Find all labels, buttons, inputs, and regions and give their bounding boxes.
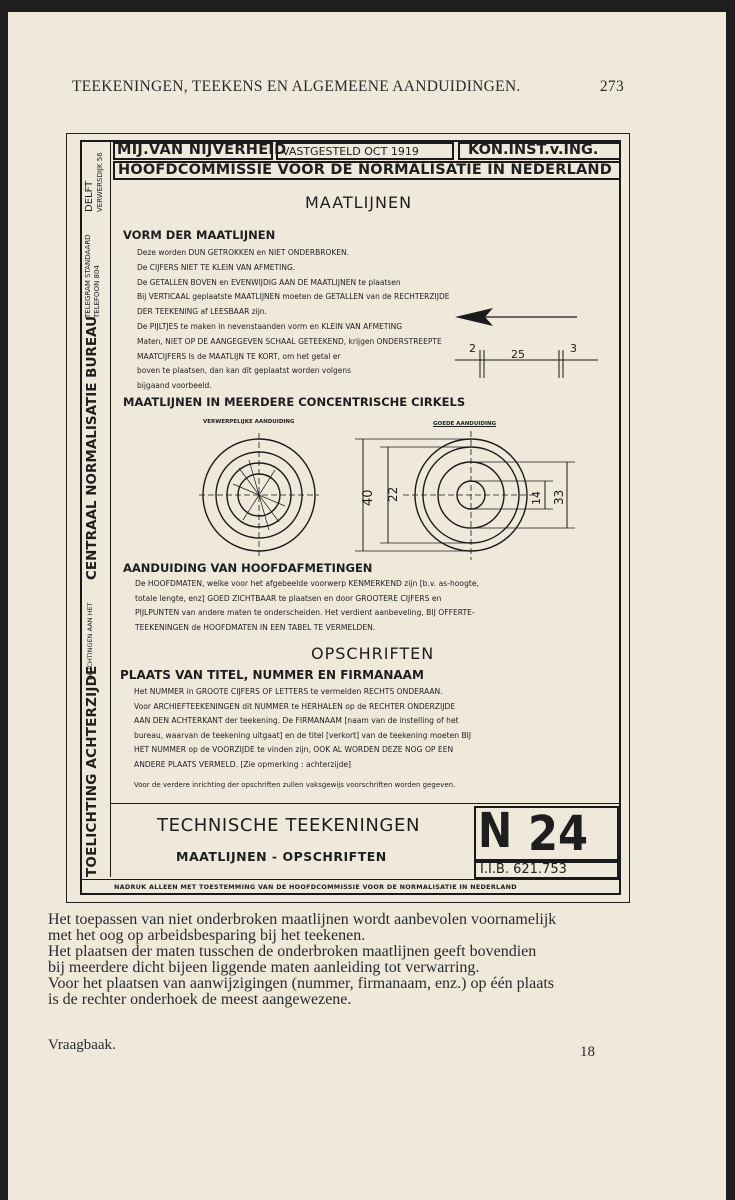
sec3-line: TEEKENINGEN de HOOFDMATEN IN EEN TABEL TE VERMELDEN.	[135, 622, 376, 632]
code-letter: N	[478, 803, 513, 859]
sec4-note: Voor de verdere inrichting der opschriften zullen vaksgewijs voorschriften worden gegeven.	[134, 781, 456, 789]
running-header	[72, 78, 624, 96]
sec4-text	[134, 685, 471, 772]
side-addr2: TELEFOON 804	[93, 265, 101, 318]
sheet-title-2: OPSCHRIFTEN	[311, 644, 435, 663]
body-line: Het plaatsen der maten tusschen de onderbroken maatlijnen geeft bovendien	[48, 943, 537, 960]
body-line: Het toepassen van niet onderbroken maatlijnen wordt aanbevolen voornamelijk	[48, 911, 557, 928]
titleblock-bottom-rule	[82, 879, 621, 880]
sec4-line: ANDERE PLAATS VERMELD. [Zie opmerking : achterzijde]	[134, 759, 352, 769]
dim-3: 3	[570, 342, 577, 355]
sheet-title: MAATLIJNEN	[305, 193, 413, 212]
dim-22: 22	[386, 486, 400, 502]
footer-right: 18	[580, 1044, 595, 1060]
side-small-text: INLICHTINGEN AAN HET	[86, 602, 94, 680]
sec1-line: DER TEEKENING af LEESBAAR zijn.	[137, 307, 267, 317]
body-line: Voor het plaatsen van aanwijzigingen (nummer, firmanaam, enz.) op één plaats	[48, 975, 554, 992]
sec4-line: Voor ARCHIEFTEEKENINGEN dit NUMMER te HERHALEN op de RECHTER ONDERZIJDE	[134, 701, 456, 711]
footer-left: Vraagbaak.	[48, 1037, 116, 1053]
side-addr1: TELEGRAM STANDAARD	[84, 234, 92, 318]
sec4-line: HET NUMMER op de VOORZIJDE te vinden zijn, OOK AL WORDEN DEZE NOG OP EEN	[134, 745, 454, 754]
ref-text: I.I.B. 621.753	[480, 862, 567, 877]
titleblock-top-rule	[111, 803, 621, 804]
page-number: 273	[599, 78, 624, 95]
sec1-line: MAATCIJFERS Is de MAATLIJN TE KORT, om het getal er	[137, 351, 341, 361]
arrow-example	[455, 300, 615, 385]
top-left-text: MIJ.VAN NIJVERHEID	[117, 142, 287, 158]
sec3-text	[135, 577, 479, 635]
label-left: VERWERPELIJKE AANDUIDING	[203, 419, 295, 425]
concentric-diagrams	[195, 428, 585, 568]
sec4-line: AAN DEN ACHTERKANT der teekening. De FIRMANAAM [naam van de instelling of het	[134, 716, 459, 725]
dim-40: 40	[361, 489, 376, 506]
side-street: VERWERSDIJK 56	[96, 152, 104, 212]
body-line: bij meerdere dicht bijeen liggende maten aanleiding tot verwarring.	[48, 959, 480, 976]
sec3-line: De HOOFDMATEN, welke voor het afgebeelde voorwerp KENMERKEND zijn [b.v. as-hoogte,	[135, 579, 479, 588]
sec4-line: bureau, waarvan de teekening uitgaat] en de titel [verkort] van de teekening moeten BIJ	[134, 730, 472, 740]
side-main-text: TOELICHTING ACHTERZIJDE	[84, 665, 100, 877]
sec1-line: bijgaand voorbeeld.	[137, 381, 212, 391]
titleblock-line1: TECHNISCHE TEEKENINGEN	[157, 815, 421, 836]
sec3-heading: AANDUIDING VAN HOOFDAFMETINGEN	[123, 561, 373, 575]
sec1-heading: VORM DER MAATLIJNEN	[123, 228, 276, 242]
sec3-line: totale lengte, enz] GOED ZICHTBAAR te plaatsen en door GROOTERE CIJFERS en	[135, 593, 442, 603]
sec1-line: De PIJLTJES te maken in nevenstaanden vorm en KLEIN VAN AFMETING	[137, 321, 403, 331]
header-title: TEEKENINGEN, TEEKENS EN ALGEMEENE AANDUIDINGEN.	[72, 78, 521, 95]
dim-14: 14	[530, 491, 543, 505]
body-line: is de rechter onderhoek de meest aangewezene.	[48, 991, 352, 1008]
sec4-heading: PLAATS VAN TITEL, NUMMER EN FIRMANAAM	[120, 668, 424, 682]
code-number: 24	[528, 806, 589, 862]
bad-example	[199, 433, 319, 558]
sec1-line: Bij VERTICAAL geplaatste MAATLIJNEN moeten de GETALLEN van de RECHTERZIJDE	[137, 292, 450, 302]
dim-25: 25	[511, 348, 525, 361]
side-bureau-text: CENTRAAL NORMALISATIE BUREAU	[84, 315, 100, 580]
sec1-line: De GETALLEN BOVEN en EVENWIJDIG AAN DE MAATLIJNEN te plaatsen	[137, 277, 401, 287]
sec4-line: Het NUMMER in GROOTE CIJFERS OF LETTERS te vermelden RECHTS ONDERAAN.	[134, 687, 443, 696]
sec1-line: boven te plaatsen, dan kan dit geplaatst worden volgens	[137, 366, 352, 376]
bottom-note: NADRUK ALLEEN MET TOESTEMMING VAN DE HOOFDCOMMISSIE VOOR DE NORMALISATIE IN NEDERLAND	[114, 883, 517, 891]
dim-2: 2	[469, 342, 476, 355]
body-line: met het oog op arbeidsbesparing bij het teekenen.	[48, 927, 366, 944]
commission-text: HOOFDCOMMISSIE VOOR DE NORMALISATIE IN NEDERLAND	[118, 162, 613, 178]
top-middle-text: VASTGESTELD OCT 1919	[282, 145, 419, 158]
top-right-text: KON.INST.v.ING.	[468, 142, 599, 158]
label-right: GOEDE AANDUIDING	[433, 421, 497, 427]
dim-33: 33	[552, 489, 566, 505]
sec1-line: Deze worden DUN GETROKKEN en NIET ONDERBROKEN.	[137, 248, 350, 257]
sec3-line: PIJLPUNTEN van andere maten te onderscheiden. Het verdient aanbeveling, BIJ OFFERTE-	[135, 608, 475, 617]
side-city: DELFT	[84, 180, 95, 212]
titleblock-line2: MAATLIJNEN - OPSCHRIFTEN	[176, 849, 387, 864]
sec1-line: De CIJFERS NIET TE KLEIN VAN AFMETING.	[137, 262, 296, 272]
good-example	[355, 431, 575, 560]
sec1-line: Maten, NIET OP DE AANGEGEVEN SCHAAL GETEEKEND, krijgen ONDERSTREEPTE	[137, 336, 442, 346]
sec2-heading: MAATLIJNEN IN MEERDERE CONCENTRISCHE CIRKELS	[123, 395, 466, 409]
